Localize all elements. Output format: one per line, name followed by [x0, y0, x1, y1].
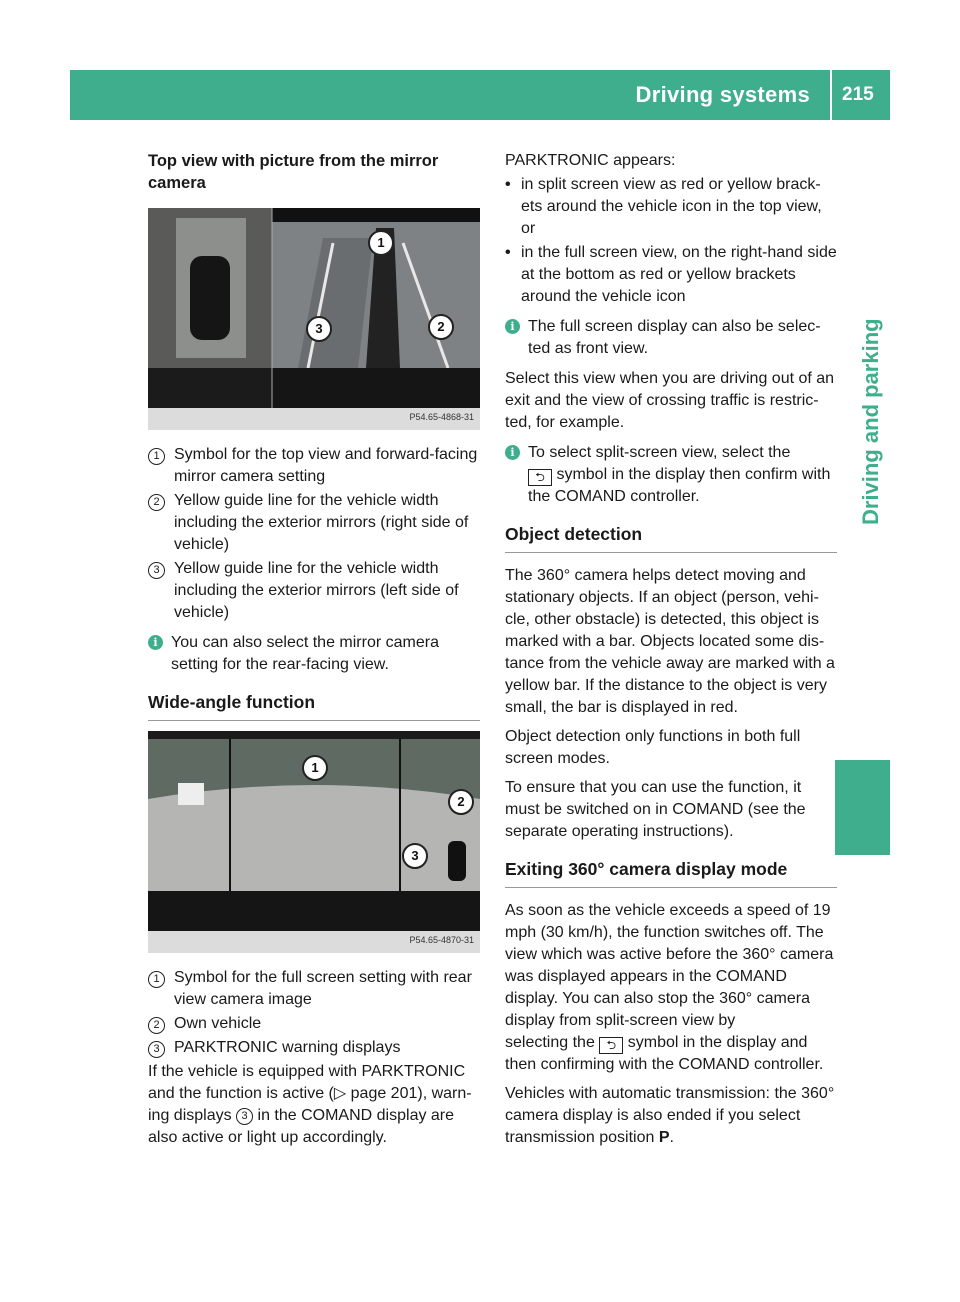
bullet-text: in the full screen view, on the right-hand side at the bottom as red or yellow brackets around the vehicle icon — [521, 244, 837, 305]
text-segment: If the vehicle is equipped with PARKTRONIC and the function is active ( — [148, 1063, 466, 1102]
page-number: 215 — [842, 84, 874, 105]
legend-num: 1 — [148, 448, 165, 465]
legend-text: Yellow guide line for the vehicle width including the exterior mirrors (right side of vehicle) — [174, 492, 469, 553]
left-column — [148, 150, 480, 1163]
legend-item — [148, 967, 480, 1011]
section-exiting — [505, 857, 837, 1149]
transmission-position: P — [658, 1129, 670, 1146]
header-bar — [70, 70, 890, 120]
paragraph: Object detection only functions in both full screen modes. — [505, 728, 801, 767]
bullet-item — [505, 174, 837, 240]
bullet-item — [505, 242, 837, 308]
paragraph: Select this view when you are driving out of an exit and the view of crossing traffic is restric-ted, for example. — [505, 370, 835, 431]
legend-text: Yellow guide line for the vehicle width including the exterior mirrors (left side of vehicle) — [174, 560, 459, 621]
side-tab-block — [835, 760, 890, 855]
paragraph — [505, 1032, 837, 1076]
legend-num: 3 — [148, 1041, 165, 1058]
figure-code: P54.65-4868-31 — [409, 412, 474, 422]
section-heading: Object detection — [505, 522, 837, 553]
info-icon: i — [505, 445, 520, 460]
legend-item — [148, 558, 480, 624]
paragraph: The 360° camera helps detect moving and stationary objects. If an object (person, vehi-cle, other obstacle) is detected, this object is marked with a bar. Objects located some dis-tance from the vehicle away are marked with a yellow bar. If the distance to the object is very small, the bar is displayed in red. — [505, 567, 835, 716]
legend-text: Symbol for the top view and forward-facing mirror camera setting — [174, 446, 478, 485]
camera-illustration — [148, 208, 480, 408]
bullet-marker: • — [505, 244, 511, 261]
text-segment: To select split-screen view, select the — [528, 444, 791, 461]
header-divider — [830, 70, 832, 120]
legend-text: Own vehicle — [174, 1015, 262, 1032]
callout-1: 1 — [302, 755, 328, 781]
section-wide-angle — [148, 690, 480, 1149]
legend-top-view — [148, 444, 480, 624]
legend-num: 2 — [148, 494, 165, 511]
paragraph: As soon as the vehicle exceeds a speed of 19 mph (30 km/h), the function switches off. The view which was active before the 360° camera was displayed appears in the COMAND display. You can also stop the 360° camera display from split-screen view by — [505, 902, 834, 1029]
section-object-detection — [505, 522, 837, 843]
note — [505, 442, 837, 508]
section-heading: Wide-angle function — [148, 690, 480, 721]
figure-wide-angle — [148, 731, 480, 953]
page-reference: ▷ page 201), warn-ing displays — [148, 1085, 472, 1124]
callout-1: 1 — [368, 230, 394, 256]
callout-3: 3 — [306, 316, 332, 342]
legend-num: 3 — [148, 562, 165, 579]
text-segment: . — [669, 1129, 674, 1146]
text-segment: selecting the — [505, 1034, 595, 1051]
legend-text: Symbol for the full screen setting with rear view camera image — [174, 969, 472, 1008]
callout-2: 2 — [428, 314, 454, 340]
legend-item — [148, 490, 480, 556]
note-text — [528, 442, 837, 508]
legend-item — [148, 1037, 480, 1059]
legend-num: 2 — [148, 1017, 165, 1034]
figure-code: P54.65-4870-31 — [409, 935, 474, 945]
section-heading: Exiting 360° camera display mode — [505, 857, 837, 888]
callout-2: 2 — [448, 789, 474, 815]
paragraph: To ensure that you can use the function, it must be switched on in COMAND (see the separate operating instructions). — [505, 779, 806, 840]
side-tab-label: Driving and parking — [858, 318, 883, 525]
bullet-text: in split screen view as red or yellow brack-ets around the vehicle icon in the top view, or — [521, 176, 822, 237]
section-heading: Top view with picture from the mirror camera — [148, 152, 439, 192]
section-top-view — [148, 150, 480, 676]
camera-image — [148, 208, 480, 408]
inline-callout: 3 — [236, 1108, 253, 1125]
parktronic-paragraph — [148, 1061, 480, 1149]
legend-num: 1 — [148, 971, 165, 988]
legend-text: PARKTRONIC warning displays — [174, 1039, 401, 1056]
text-segment: symbol in the display and then confirming with the COMAND controller. — [505, 1034, 824, 1073]
back-icon: ⮌ — [599, 1037, 623, 1054]
text-segment: in the COMAND display are also active or light up accordingly. — [148, 1107, 455, 1146]
callout-3: 3 — [402, 843, 428, 869]
note — [505, 316, 837, 360]
figure-top-view — [148, 208, 480, 430]
paragraph — [505, 1083, 837, 1149]
note-text: The full screen display can also be selec-ted as front view. — [528, 318, 821, 357]
text-segment: symbol in the display then confirm with the COMAND controller. — [528, 466, 831, 505]
legend-item — [148, 1013, 480, 1035]
bullet-marker: • — [505, 176, 511, 193]
note — [148, 632, 480, 676]
info-icon: i — [505, 319, 520, 334]
right-column — [505, 150, 837, 1163]
back-icon: ⮌ — [528, 469, 552, 486]
intro-text: PARKTRONIC appears: — [505, 152, 676, 169]
legend-wide-angle — [148, 967, 480, 1059]
text-segment: Vehicles with automatic transmission: the 360° camera display is also ended if you select transmission position — [505, 1085, 835, 1146]
note-text: You can also select the mirror camera setting for the rear-facing view. — [171, 634, 439, 673]
info-icon: i — [148, 635, 163, 650]
header-title: Driving systems — [635, 82, 810, 107]
legend-item — [148, 444, 480, 488]
